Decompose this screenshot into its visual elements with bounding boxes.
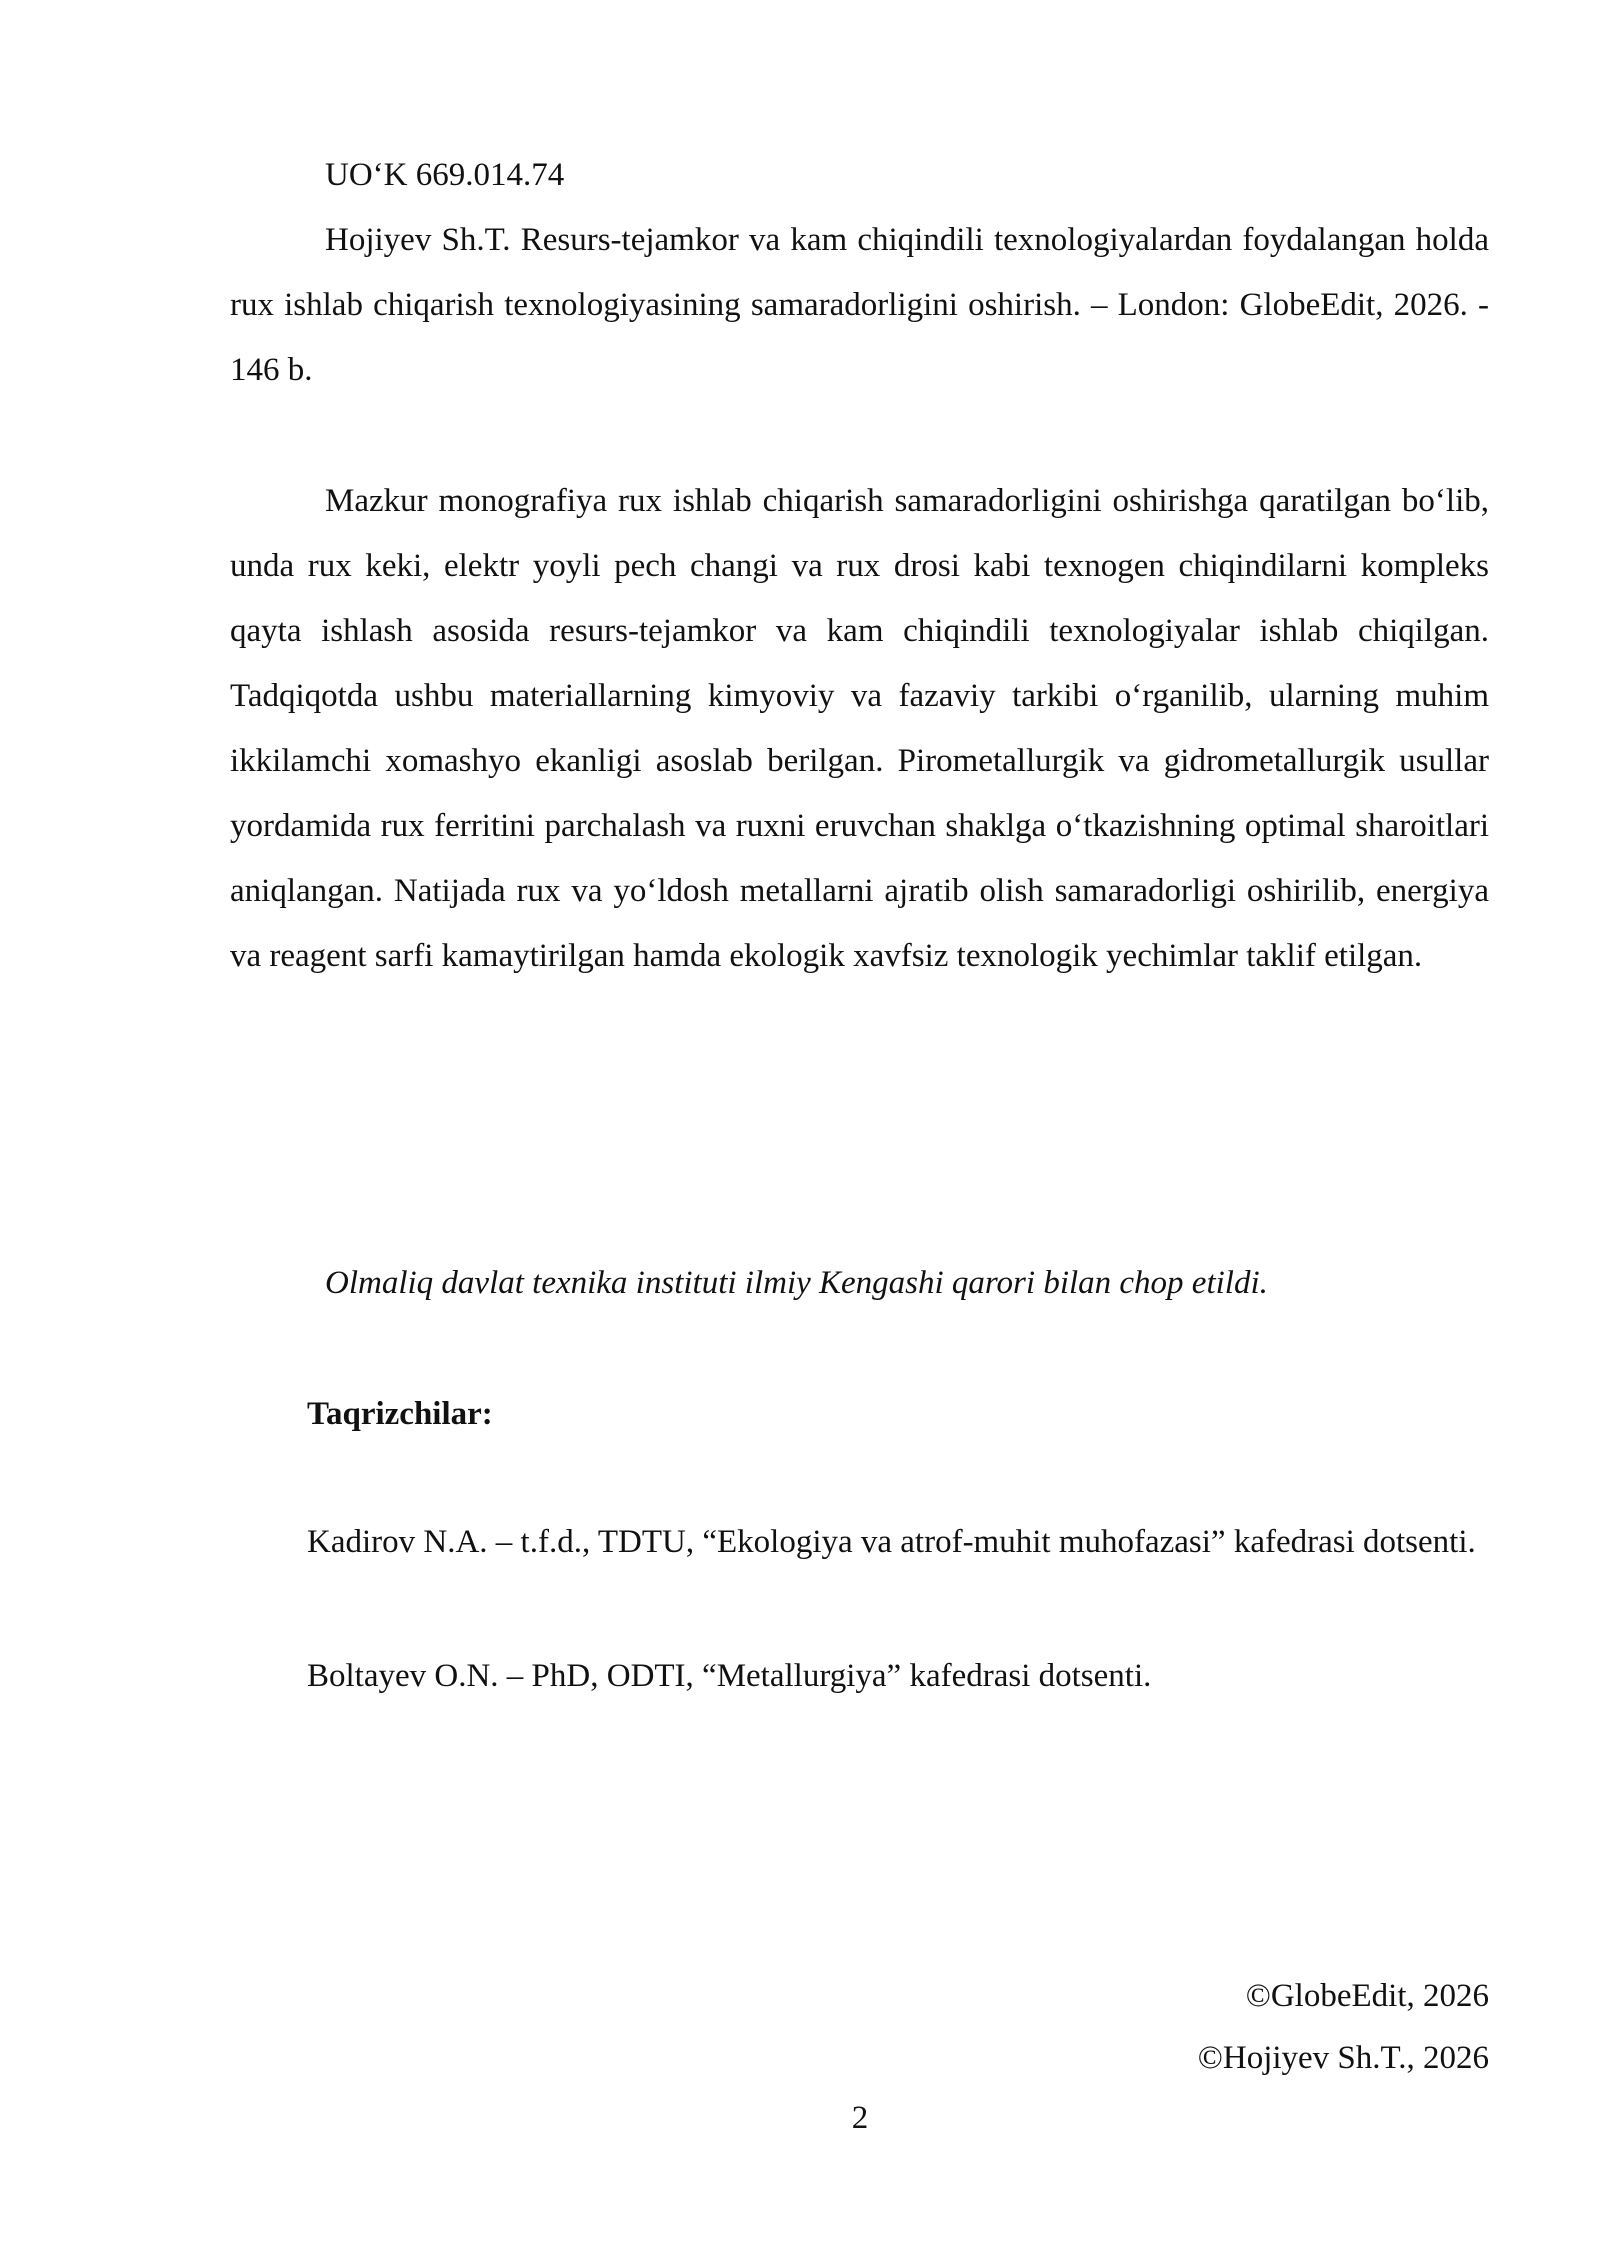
- publication-decision: Olmaliq davlat texnika instituti ilmiy Kengashi qarori bilan chop etildi.: [325, 1265, 1268, 1301]
- page-number: 2: [851, 2100, 869, 2136]
- abstract-paragraph: Mazkur monografiya rux ishlab chiqarish samaradorligini oshirishga qaratilgan bo‘lib, unda rux keki, elektr yoyli pech changi va rux drosi kabi texnogen chiqindilarni kompleks qayta ishlash asosida resurs-tejamkor va kam chiqindili texnologiyalar ishlab chiqilgan. Tadqiqotda ushbu materiallarning kimyoviy va fazaviy tarkibi o‘rganilib, ularning muhim ikkilamchi xomashyo ekanligi asoslab berilgan. Pirometallurgik va gidrometallurgik usullar yordamida rux ferritini parchalash va ruxni eruvchan shaklga o‘tkazishning optimal sharoitlari aniqlangan. Natijada rux va yo‘ldosh metallarni ajratib olish samaradorligi oshirilib, energiya va reagent sarfi kamaytirilgan hamda ekologik xavfsiz texnologik yechimlar taklif etilgan.: [230, 483, 1489, 974]
- bibliographic-citation: Hojiyev Sh.T. Resurs-tejamkor va kam chiqindili texnologiyalardan foydalangan holda rux ishlab chiqarish texnologiyasining samaradorligini oshirish. – London: GlobeEdit, 2026. - 146 b.: [230, 222, 1489, 388]
- copyright-author: ©Hojiyev Sh.T., 2026: [1197, 2040, 1489, 2076]
- copyright-publisher: ©GlobeEdit, 2026: [1245, 1978, 1489, 2014]
- reviewer-item: Kadirov N.A. – t.f.d., TDTU, “Ekologiya va atrof-muhit muhofazasi” kafedrasi dotsenti.: [307, 1524, 1476, 1560]
- udk-code: UO‘K 669.014.74: [325, 157, 565, 193]
- reviewer-item: Boltayev O.N. – PhD, ODTI, “Metallurgiya” kafedrasi dotsenti.: [307, 1658, 1152, 1694]
- reviewers-heading: Taqrizchilar:: [307, 1396, 493, 1432]
